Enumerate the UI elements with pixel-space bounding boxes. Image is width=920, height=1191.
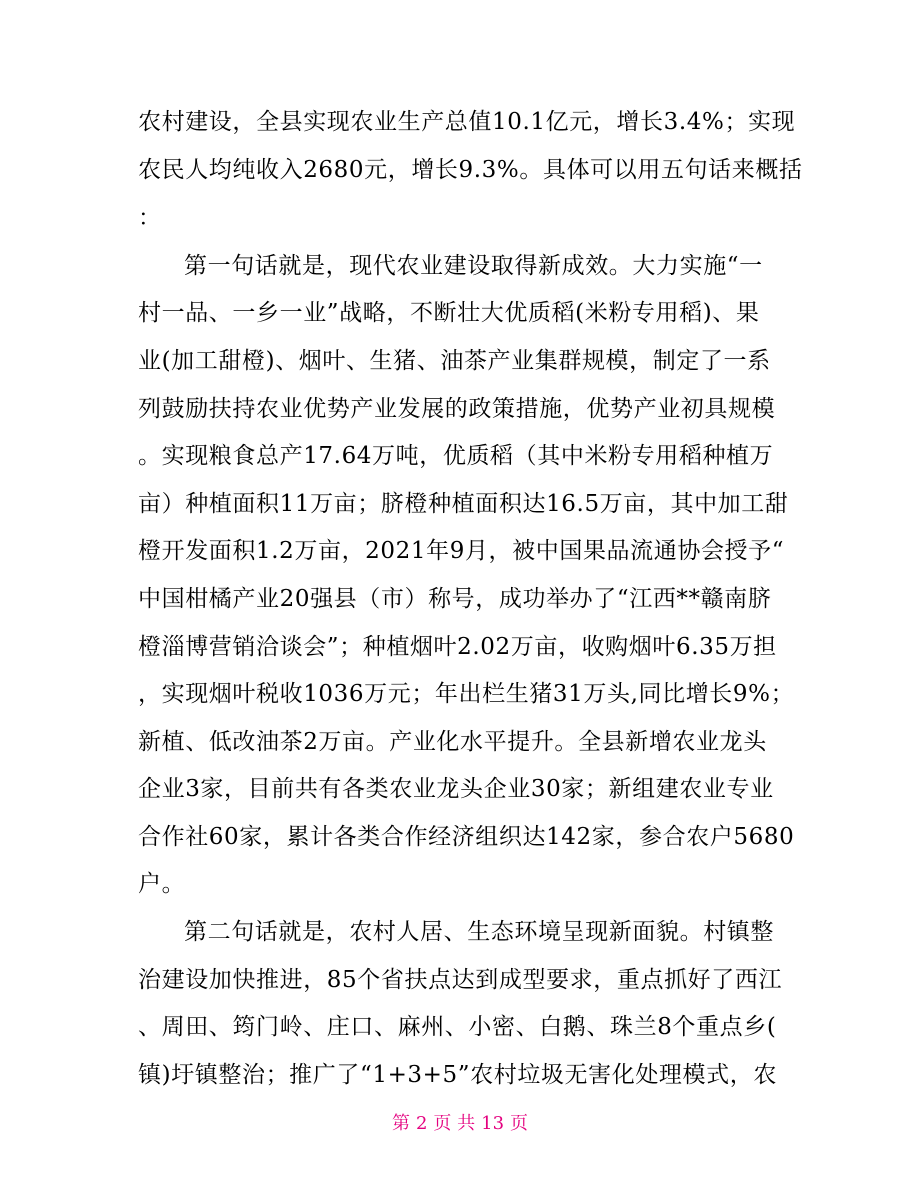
text-line: 农民人均纯收入2680元，增长9.3%。具体可以用五句话来概括 — [138, 157, 803, 183]
footer-middle: 页 共 — [433, 1113, 476, 1134]
paragraph-start-line: 第一句话就是，现代农业建设取得新成效。大力实施“一 — [184, 253, 763, 279]
text-line: 治建设加快推进，85个省扶点达到成型要求，重点抓好了西江 — [138, 967, 783, 993]
text-line: ： — [138, 205, 162, 231]
text-line: 。实现粮食总产17.64万吨，优质稻（其中米粉专用稻种植万 — [138, 443, 774, 469]
text-line: ，实现烟叶税收1036万元；年出栏生猪31万头,同比增长9%； — [138, 681, 795, 707]
page-footer — [0, 1112, 920, 1136]
footer-page-number: 2 — [415, 1113, 428, 1134]
text-line: 村一品、一乡一业”战略，不断壮大优质稻(米粉专用稻)、果 — [138, 300, 760, 326]
text-line: 、周田、筠门岭、庄口、麻州、小密、白鹅、珠兰8个重点乡( — [138, 1014, 777, 1040]
text-line: 列鼓励扶持农业优势产业发展的政策措施，优势产业初具规模 — [138, 396, 776, 422]
text-line: 橙淄博营销洽谈会”；种植烟叶2.02万亩，收购烟叶6.35万担 — [138, 634, 777, 660]
text-line: 合作社60家，累计各类合作经济组织达142家，参合农户5680 — [138, 824, 795, 850]
footer-suffix: 页 — [510, 1113, 529, 1134]
text-line: 农村建设，全县实现农业生产总值10.1亿元，增长3.4%；实现 — [138, 109, 796, 135]
text-line: 亩）种植面积11万亩；脐橙种植面积达16.5万亩，其中加工甜 — [138, 491, 789, 517]
text-line: 中国柑橘产业20强县（市）称号，成功举办了“江西**赣南脐 — [138, 586, 772, 612]
footer-prefix: 第 — [391, 1113, 410, 1134]
text-line: 企业3家，目前共有各类农业龙头企业30家；新组建农业专业 — [138, 776, 774, 802]
text-line: 户。 — [138, 871, 186, 897]
text-line: 橙开发面积1.2万亩，2021年9月，被中国果品流通协会授予“ — [138, 538, 785, 564]
paragraph-start-line: 第二句话就是，农村人居、生态环境呈现新面貌。村镇整 — [184, 919, 774, 945]
footer-total-pages: 13 — [481, 1113, 505, 1134]
text-line: 新植、低改油茶2万亩。产业化水平提升。全县新增农业龙头 — [138, 729, 767, 755]
text-line: 业(加工甜橙)、烟叶、生猪、油茶产业集群规模，制定了一系 — [138, 348, 771, 374]
text-line: 镇)圩镇整治；推广了“1+3+5”农村垃圾无害化处理模式，农 — [138, 1062, 777, 1088]
